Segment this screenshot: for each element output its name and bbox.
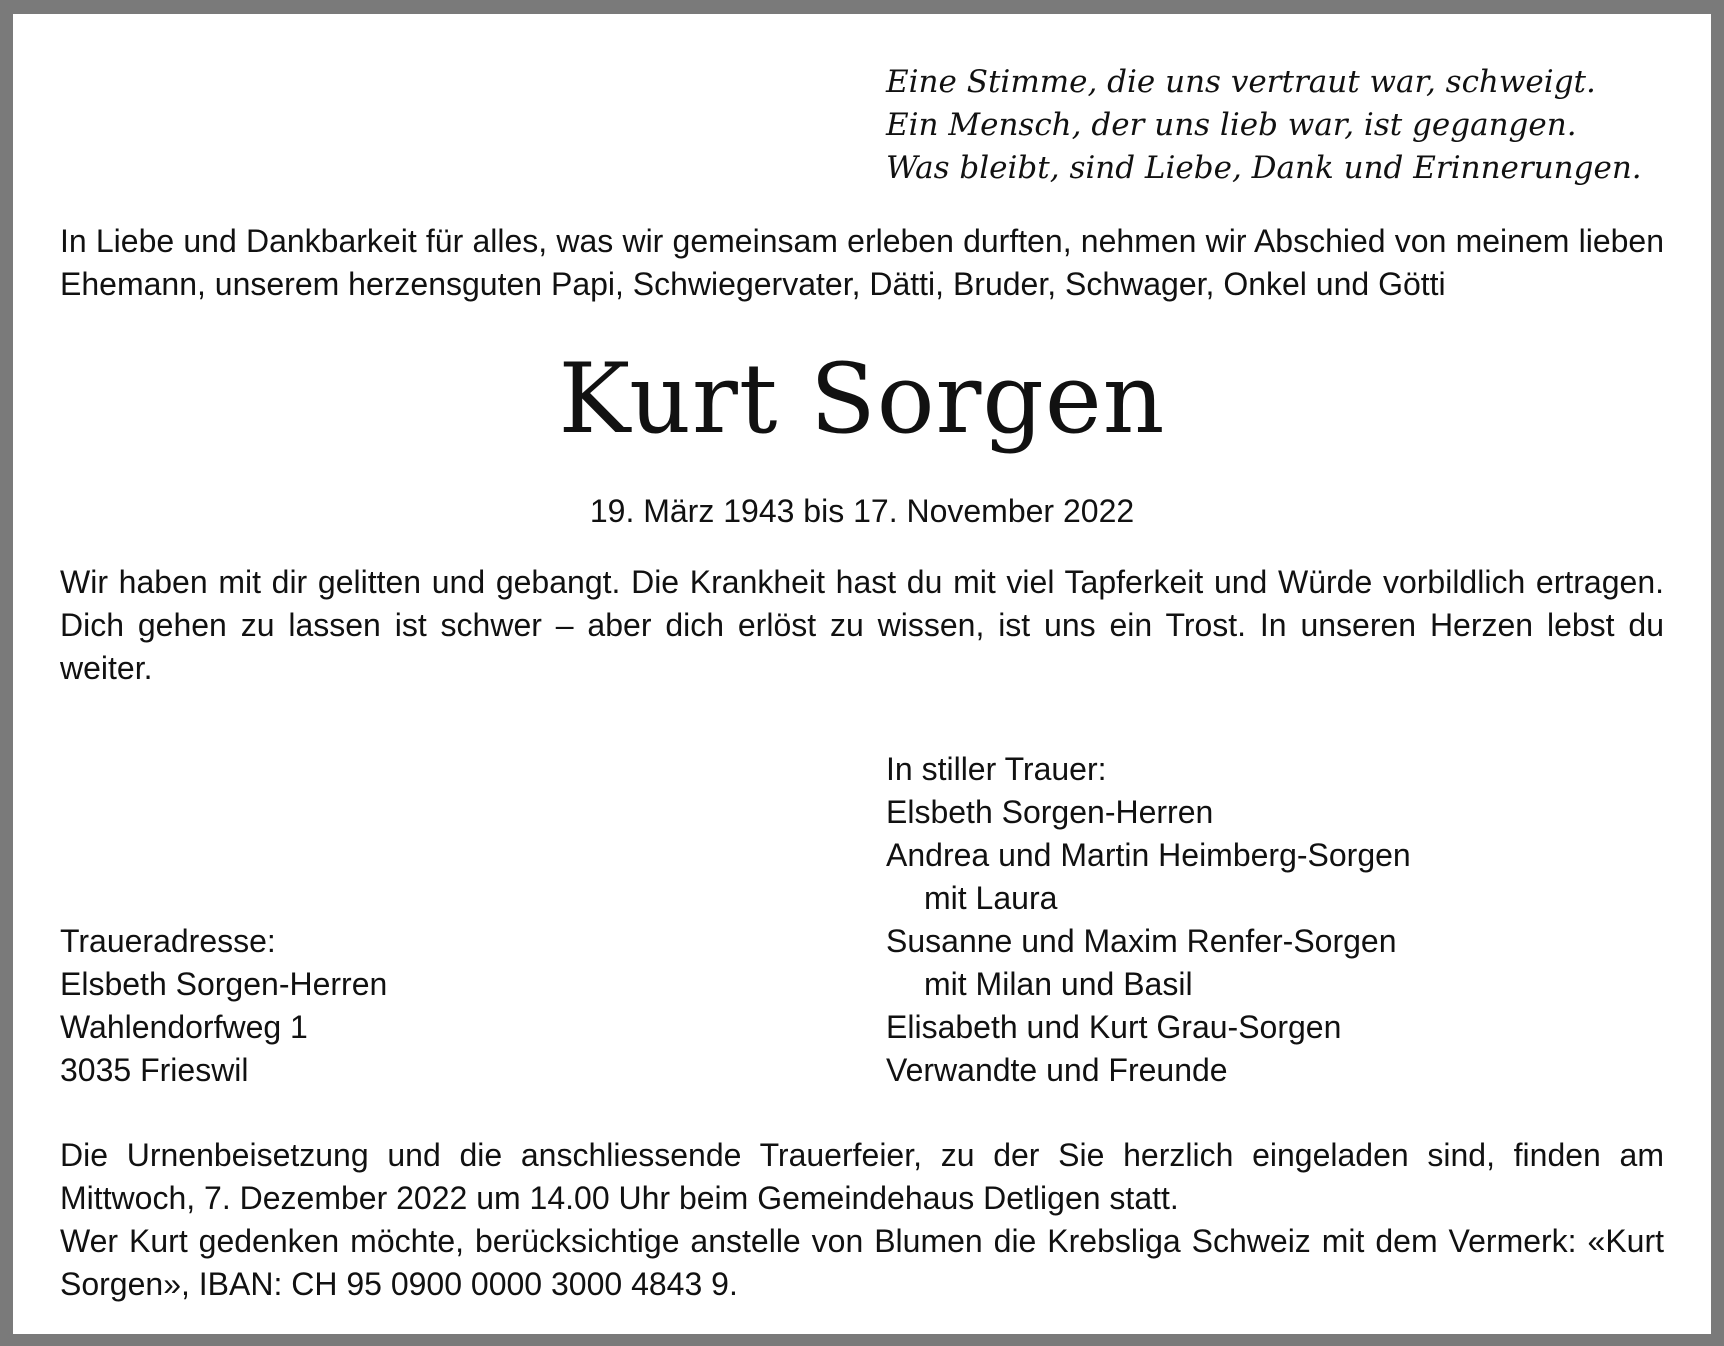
mourner-line: Verwandte und Freunde: [886, 1052, 1228, 1088]
mourning-address: [60, 920, 387, 1092]
life-dates: 19. März 1943 bis 17. November 2022: [589, 493, 1135, 529]
donation-notice: Wer Kurt gedenken möchte, berücksichtige anstelle von Blumen die Krebsliga Schweiz mit dem Vermerk: «Kurt Sorgen», IBAN: CH 95 0900 0000 3000 4843 9.: [60, 1223, 1664, 1302]
mourner-line: Susanne und Maxim Renfer-Sorgen: [886, 923, 1397, 959]
funeral-notice: Die Urnenbeisetzung und die anschliessende Trauerfeier, zu der Sie herzlich eingeladen sind, finden am Mittwoch, 7. Dezember 2022 um 14.00 Uhr beim Gemeindehaus Detligen statt.: [60, 1137, 1664, 1216]
address-name: Elsbeth Sorgen-Herren: [60, 966, 388, 1002]
poem-line-1: Eine Stimme, die uns vertraut war, schweigt.: [886, 64, 1596, 100]
address-city: 3035 Frieswil: [60, 1052, 249, 1088]
deceased-name: Kurt Sorgen: [558, 343, 1166, 455]
obituary-page: [13, 14, 1711, 1334]
mourners-list: [886, 748, 1411, 1092]
poem-line-2: Ein Mensch, der uns lieb war, ist gegangen.: [886, 107, 1577, 143]
mourner-line: Andrea und Martin Heimberg-Sorgen: [886, 837, 1411, 873]
poem-line-3: Was bleibt, sind Liebe, Dank und Erinnerungen.: [886, 150, 1642, 186]
obituary-content: [13, 14, 1711, 1334]
address-heading: Traueradresse:: [60, 923, 276, 959]
mourners-heading: In stiller Trauer:: [886, 751, 1107, 787]
mourner-line: Elisabeth und Kurt Grau-Sorgen: [886, 1009, 1342, 1045]
address-street: Wahlendorfweg 1: [60, 1009, 308, 1045]
message-paragraph: Wir haben mit dir gelitten und gebangt. Die Krankheit hast du mit viel Tapferkeit und Würde vorbildlich ertragen. Dich gehen zu lassen ist schwer – aber dich erlöst zu wissen, ist uns ein Trost. In unseren Herzen lebst du weiter.: [60, 564, 1664, 686]
poem: [886, 61, 1642, 190]
intro-paragraph: In Liebe und Dankbarkeit für alles, was wir gemeinsam erleben durften, nehmen wir Abschied von meinem lieben Ehemann, unserem herzensguten Papi, Schwiegervater, Dätti, Bruder, Schwager, Onkel und Götti: [60, 223, 1664, 302]
mourner-line-child: mit Milan und Basil: [924, 966, 1193, 1002]
mourner-line: Elsbeth Sorgen-Herren: [886, 794, 1214, 830]
mourner-line-child: mit Laura: [924, 880, 1058, 916]
